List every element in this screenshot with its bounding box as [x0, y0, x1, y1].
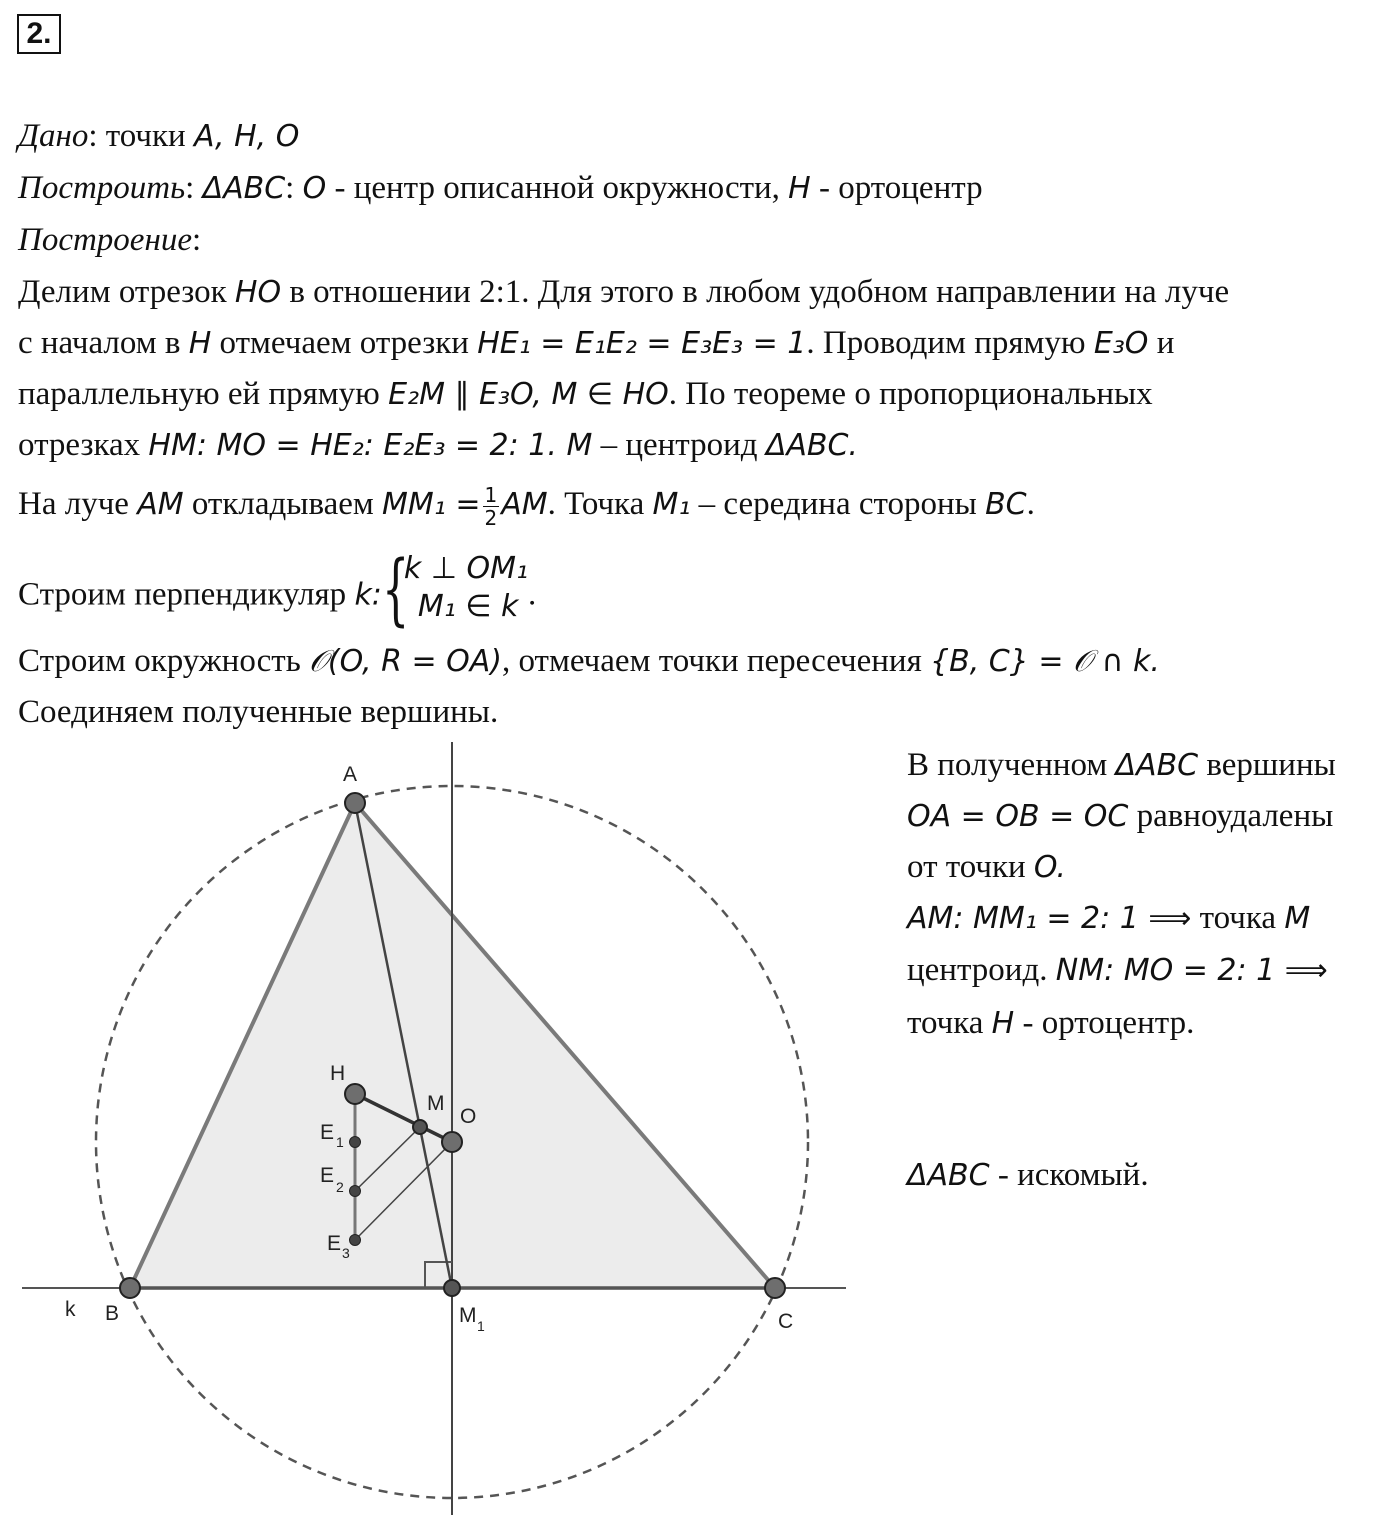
- step-text: – центроид: [592, 427, 766, 463]
- step-math: H: [188, 326, 212, 361]
- label-c: C: [778, 1310, 794, 1333]
- system-row: M₁ ∈ k: [417, 589, 519, 624]
- conclusion-math: OA = OB = OC: [907, 799, 1129, 834]
- label-e1: E: [320, 1121, 335, 1144]
- conclusion-math: ΔABC: [907, 1158, 990, 1193]
- step-math: HM: MO = HE₂: E₂E₃ = 2: 1. M: [148, 428, 593, 463]
- step-text: , отмечаем точки пересечения: [501, 643, 931, 679]
- step-math: HE₁ = E₁E₂ = E₃E₃ = 1: [477, 326, 807, 361]
- step-text: .: [528, 576, 537, 613]
- step-text: отрезках: [18, 427, 149, 463]
- conclusion-text: - искомый.: [989, 1157, 1149, 1193]
- step-text: и: [1148, 325, 1175, 361]
- conclusion-line-5: [907, 950, 1328, 991]
- point-a: [345, 793, 365, 813]
- conclusion-math: M: [1284, 901, 1311, 936]
- construct-o-point: O: [302, 171, 327, 206]
- label-e1-sub: 1: [336, 1134, 344, 1150]
- brace-icon: {: [381, 545, 410, 635]
- conclusion-text: - ортоцентр.: [1014, 1005, 1195, 1041]
- label-a: A: [343, 763, 358, 786]
- construct-h-desc: - ортоцентр: [810, 170, 983, 206]
- step-text: . Точка: [547, 486, 653, 523]
- point-m1: [444, 1280, 460, 1296]
- construct-o-desc: - центр описанной окружности,: [326, 170, 789, 206]
- construct-line: Построить: ΔABC: O - центр описанной окружности, H - ортоцентр: [18, 170, 983, 206]
- step-text: . По теореме о пропорциональных: [668, 376, 1153, 412]
- label-h: H: [330, 1062, 346, 1085]
- step-math: HO: [234, 275, 282, 310]
- conclusion-line-4: [907, 898, 1310, 939]
- step-math: ΔABC.: [765, 428, 858, 463]
- step-math: BC: [985, 487, 1027, 523]
- step-text: – середина стороны: [690, 486, 986, 523]
- step-text: параллельную ей прямую: [18, 376, 389, 412]
- conclusion-line-6: [907, 1003, 1194, 1044]
- conclusion-text: точка: [907, 1005, 992, 1041]
- point-e3: [350, 1235, 361, 1246]
- step-text: Строим перпендикуляр: [18, 576, 355, 613]
- step-math: E₂M ∥ E₃O, M ∈ HO: [388, 377, 669, 412]
- step-math: AM: [501, 487, 548, 523]
- conclusion-text: точка: [1191, 900, 1285, 936]
- step-math: M₁: [652, 487, 691, 523]
- point-e1: [350, 1137, 361, 1148]
- given-text: : точки: [88, 118, 194, 154]
- given-label: Дано: [18, 118, 89, 154]
- label-k: k: [65, 1298, 76, 1321]
- label-b: B: [105, 1302, 120, 1325]
- point-h: [345, 1084, 365, 1104]
- fraction-numerator: 1: [484, 483, 498, 507]
- label-m: M: [427, 1092, 445, 1115]
- step-text: . Проводим прямую: [806, 325, 1094, 361]
- label-m1: M: [459, 1304, 477, 1327]
- step-math: E₃O: [1093, 326, 1149, 361]
- construction-heading: Построение:: [18, 222, 202, 258]
- label-m1-sub: 1: [477, 1318, 485, 1334]
- step-text: с началом в: [18, 325, 189, 361]
- label-o: O: [460, 1105, 477, 1128]
- step-text: На луче: [18, 486, 138, 523]
- step-text: Строим окружность: [18, 643, 310, 679]
- point-o: [442, 1132, 462, 1152]
- point-m: [413, 1120, 427, 1134]
- conclusion-text: равноудалены: [1128, 798, 1334, 834]
- point-c: [765, 1278, 785, 1298]
- step-text: в отношении 2:1. Для этого в любом удобном направлении на луче: [281, 274, 1230, 310]
- conclusion-math: O.: [1033, 850, 1066, 885]
- construct-triangle: ΔABC: [202, 171, 286, 206]
- fraction-denominator: 2: [484, 506, 498, 530]
- step-text: откладываем: [183, 486, 383, 523]
- step-text: отмечаем отрезки: [211, 325, 478, 361]
- problem-number: 2.: [17, 14, 61, 54]
- label-e2-sub: 2: [336, 1179, 344, 1195]
- label-e2: E: [320, 1164, 335, 1187]
- step-text: Соединяем полученные вершины.: [18, 694, 499, 730]
- construction-label: Построение: [18, 222, 192, 258]
- point-e2: [350, 1186, 361, 1197]
- step-math: AM: [137, 487, 184, 523]
- system-row: k ⊥ OM₁: [403, 551, 529, 586]
- conclusion-line-1: [907, 745, 1336, 786]
- conclusion-math: NM: MO = 2: 1 ⟹: [1055, 953, 1328, 988]
- step-math: {B, C} = 𝒪 ∩ k.: [930, 644, 1160, 679]
- construct-h-point: H: [788, 171, 811, 206]
- step-math: MM₁ =: [382, 487, 481, 523]
- step-math: 𝒪(O, R = OA): [309, 644, 502, 679]
- label-e3: E: [327, 1232, 342, 1255]
- step-math: k:: [354, 577, 382, 613]
- given-points: A, H, O: [193, 119, 300, 154]
- step-text: .: [1026, 486, 1035, 523]
- conclusion-math: AM: MM₁ = 2: 1 ⟹: [907, 901, 1192, 936]
- step-text: Делим отрезок: [18, 274, 235, 310]
- conclusion-text: вершины: [1198, 747, 1336, 783]
- conclusion-math: H: [991, 1006, 1015, 1041]
- construct-label: Построить: [18, 170, 186, 206]
- conclusion-result: [907, 1155, 1149, 1196]
- point-b: [120, 1278, 140, 1298]
- conclusion-text: центроид.: [907, 952, 1056, 988]
- conclusion-line-2: [907, 796, 1333, 837]
- conclusion-text: от точки: [907, 849, 1034, 885]
- conclusion-math: ΔABC: [1115, 748, 1199, 783]
- label-e3-sub: 3: [342, 1245, 350, 1261]
- conclusion-text: В полученном: [907, 747, 1116, 783]
- construct-colon: :: [185, 170, 203, 206]
- conclusion-line-3: [907, 847, 1066, 888]
